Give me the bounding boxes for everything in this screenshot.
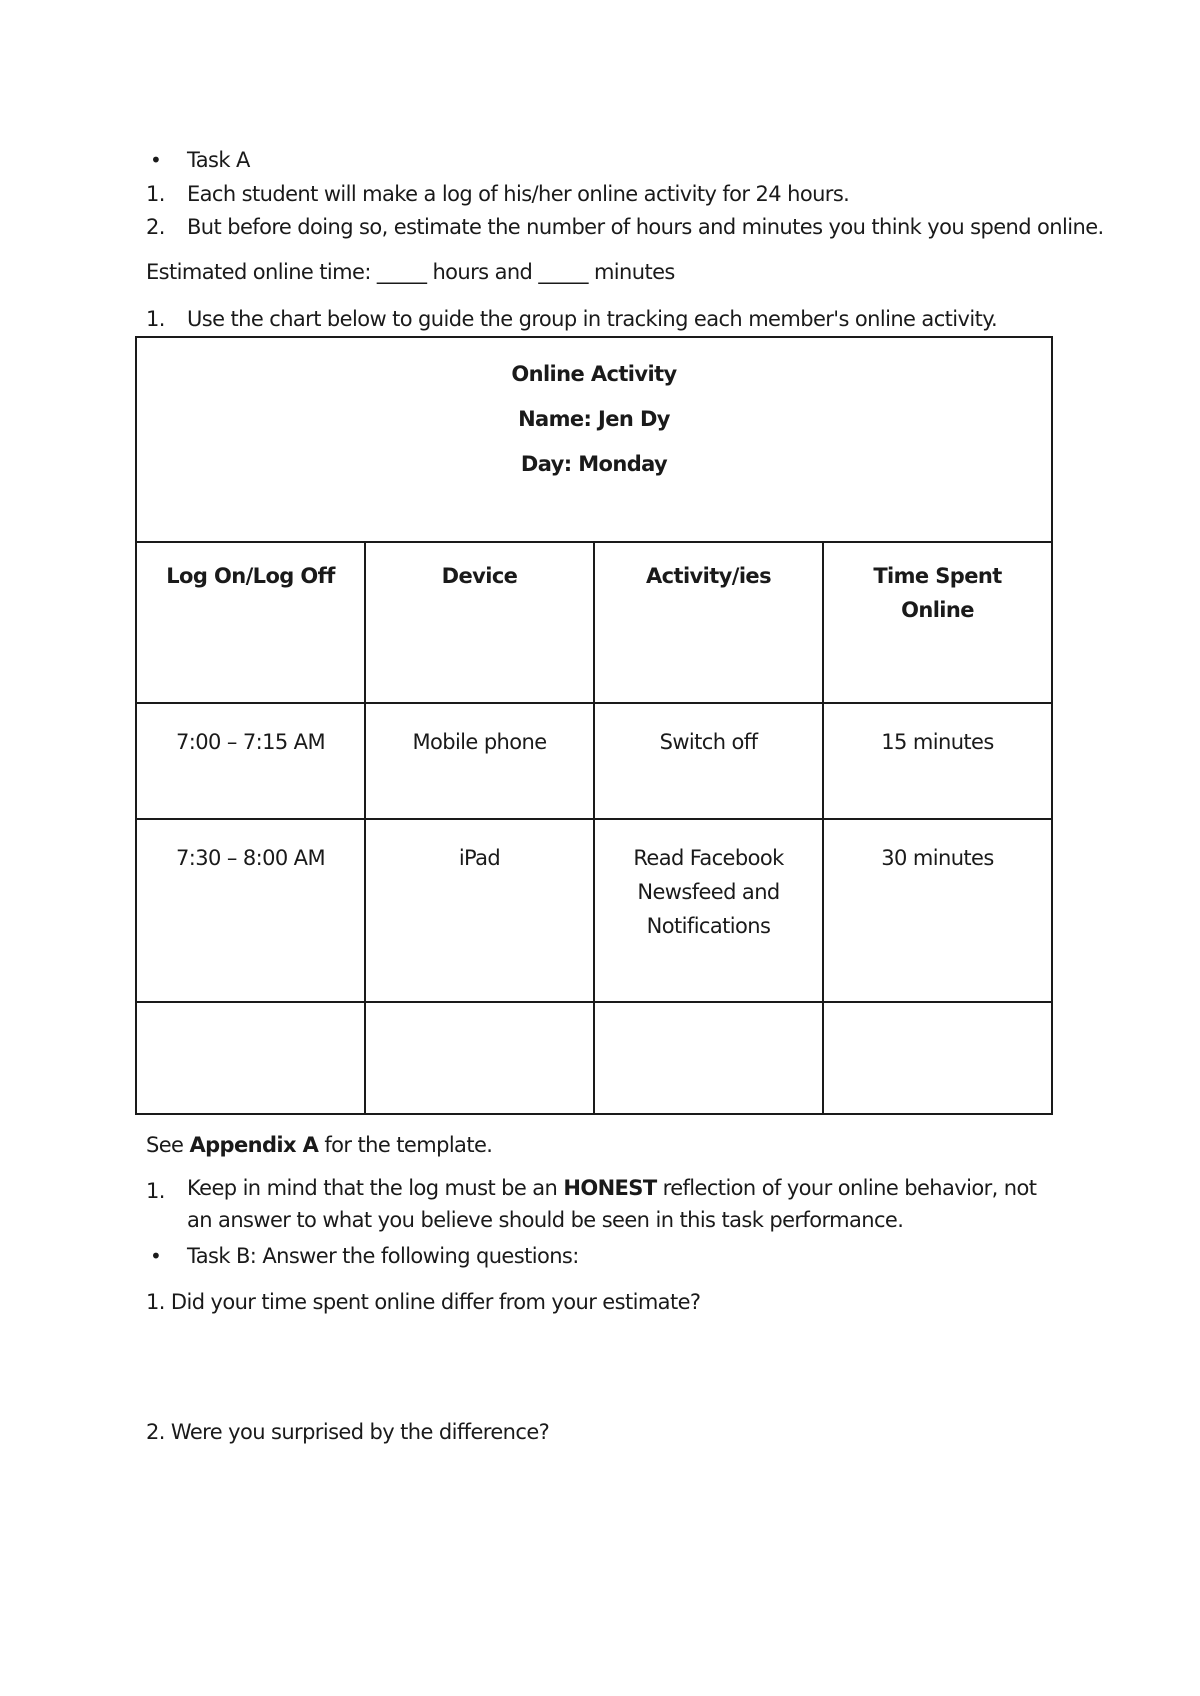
table-cell	[823, 1002, 1052, 1114]
question-1: 1. Did your time spent online differ from your estimate?	[146, 1290, 701, 1314]
task-a-label: Task A	[187, 148, 250, 172]
reminder-prefix: Keep in mind that the log must be an	[187, 1176, 564, 1200]
chart-instruction: Use the chart below to guide the group in tracking each member's online activity.	[187, 307, 998, 331]
table-row	[136, 703, 1052, 819]
appendix-suffix: for the template.	[318, 1133, 493, 1157]
task-a-step-2: But before doing so, estimate the number of hours and minutes you think you spend online.	[187, 215, 1104, 239]
table-name-line: Name: Jen Dy	[518, 407, 670, 431]
table-day-line: Day: Monday	[520, 452, 668, 476]
table-cell: iPad	[365, 819, 594, 1002]
honest-emphasis: HONEST	[563, 1176, 657, 1200]
table-header-row	[136, 542, 1052, 703]
table-cell: 15 minutes	[823, 703, 1052, 819]
honest-reminder	[187, 1172, 1067, 1236]
list-number: 1.	[146, 1179, 165, 1203]
table-row	[136, 1002, 1052, 1114]
table-cell	[365, 1002, 594, 1114]
table-row	[136, 819, 1052, 1002]
table-cell: Mobile phone	[365, 703, 594, 819]
table-cell: 7:00 – 7:15 AM	[136, 703, 365, 819]
list-number: 1.	[146, 307, 165, 331]
list-number: 1.	[146, 182, 165, 206]
task-b-label: Task B: Answer the following questions:	[187, 1244, 579, 1268]
bullet-marker: •	[150, 148, 162, 172]
column-header: Device	[365, 542, 594, 703]
table-title: Online Activity	[511, 362, 677, 386]
column-header: Log On/Log Off	[136, 542, 365, 703]
reminder-suffix: reflection of your online behavior, not an answer to what you believe should be seen in this task performance.	[187, 1176, 1037, 1232]
appendix-prefix: See	[146, 1133, 190, 1157]
estimate-line: Estimated online time: _____ hours and _____ minutes	[146, 260, 675, 284]
table-cell: 7:30 – 8:00 AM	[136, 819, 365, 1002]
table-cell	[136, 1002, 365, 1114]
table-cell	[594, 1002, 823, 1114]
table-cell: Read Facebook Newsfeed and Notifications	[594, 819, 823, 1002]
column-header: Time Spent Online	[823, 542, 1052, 703]
table-title-cell	[136, 337, 1052, 542]
list-number: 2.	[146, 215, 165, 239]
online-activity-table	[135, 336, 1053, 1115]
appendix-note	[146, 1133, 492, 1157]
column-header: Activity/ies	[594, 542, 823, 703]
appendix-link-text: Appendix A	[189, 1133, 319, 1157]
task-a-step-1: Each student will make a log of his/her online activity for 24 hours.	[187, 182, 850, 206]
table-cell: Switch off	[594, 703, 823, 819]
bullet-marker: •	[150, 1244, 162, 1268]
question-2: 2. Were you surprised by the difference?	[146, 1420, 550, 1444]
table-cell: 30 minutes	[823, 819, 1052, 1002]
